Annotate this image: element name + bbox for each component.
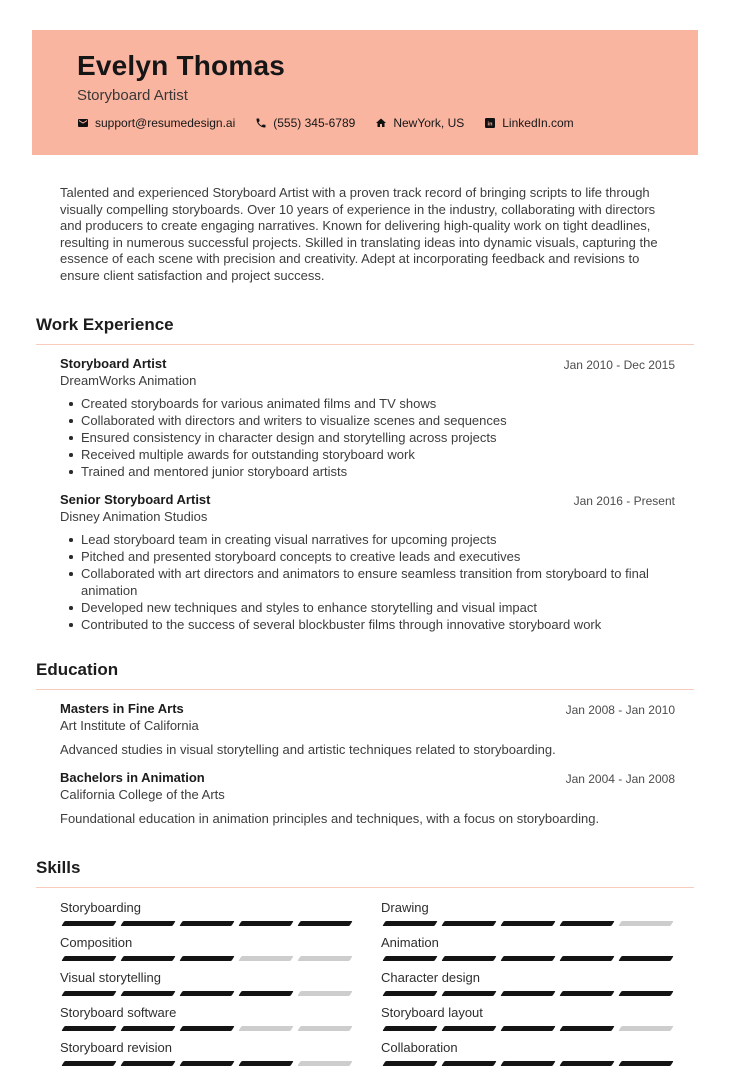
skills-heading: Skills — [36, 857, 694, 888]
work-entries — [36, 356, 694, 633]
candidate-name: Evelyn Thomas — [77, 50, 286, 81]
contact-row — [77, 116, 678, 130]
skill-bar-segment — [441, 956, 496, 961]
home-icon — [375, 117, 387, 129]
skill-item — [381, 900, 675, 926]
skill-name: Drawing — [381, 900, 429, 915]
work-entry-title-block — [60, 356, 196, 389]
skill-item — [60, 1040, 354, 1066]
linkedin-icon — [484, 117, 496, 129]
skill-bar-segment — [179, 1061, 234, 1066]
skill-bar-segment — [559, 956, 614, 961]
work-entry-header — [60, 492, 675, 525]
skill-bar — [381, 956, 675, 961]
school-name: California College of the Arts — [60, 786, 225, 802]
skill-bar-segment — [500, 1061, 555, 1066]
work-entry — [36, 492, 694, 633]
skills-column — [381, 900, 675, 1075]
skill-bar-segment — [61, 991, 116, 996]
skill-bar-segment — [297, 956, 352, 961]
skill-bar-segment — [61, 1026, 116, 1031]
skill-bar-segment — [441, 921, 496, 926]
job-bullet: Collaborated with directors and writers to visualize scenes and sequences — [81, 412, 675, 429]
section-education — [36, 659, 694, 827]
skill-bar-segment — [618, 956, 673, 961]
skill-bar-segment — [238, 1026, 293, 1031]
skill-bar-segment — [61, 1061, 116, 1066]
contact-item — [484, 116, 573, 130]
skill-bar-segment — [382, 921, 437, 926]
skill-bar-segment — [618, 991, 673, 996]
phone-icon — [255, 117, 267, 129]
skill-bar-segment — [238, 956, 293, 961]
skill-bar-segment — [382, 1026, 437, 1031]
skill-bar-segment — [179, 1026, 234, 1031]
contact-item — [375, 116, 464, 130]
contact-text: LinkedIn.com — [502, 116, 574, 130]
contact-text: NewYork, US — [393, 116, 465, 130]
section-skills — [36, 857, 694, 1075]
skill-bar — [60, 956, 354, 961]
skill-item — [60, 935, 354, 961]
skill-bar-segment — [618, 921, 673, 926]
work-experience-heading: Work Experience — [36, 314, 694, 345]
skill-bar-segment — [120, 1061, 175, 1066]
skill-bar-segment — [297, 921, 352, 926]
skill-name: Storyboard layout — [381, 1005, 483, 1020]
skill-bar — [60, 1026, 354, 1031]
job-bullet: Created storyboards for various animated films and TV shows — [81, 395, 675, 412]
skill-bar — [381, 991, 675, 996]
skill-name: Storyboarding — [60, 900, 141, 915]
education-entry — [36, 701, 694, 758]
skill-bar-segment — [238, 991, 293, 996]
skill-bar-segment — [179, 991, 234, 996]
skill-item — [60, 900, 354, 926]
skill-bar — [381, 1061, 675, 1066]
skill-item — [381, 970, 675, 996]
svg-text:in: in — [487, 121, 493, 128]
education-entry-header — [60, 701, 675, 734]
skill-bar-segment — [382, 1061, 437, 1066]
skill-bar-segment — [61, 921, 116, 926]
skill-bar-segment — [120, 956, 175, 961]
section-work-experience — [36, 314, 694, 633]
resume-page — [0, 30, 730, 1075]
skill-bar — [381, 1026, 675, 1031]
email-icon — [77, 117, 89, 129]
skill-bar-segment — [618, 1026, 673, 1031]
skill-item — [381, 1040, 675, 1066]
job-bullet: Contributed to the success of several blockbuster films through innovative storyboard work — [81, 616, 675, 633]
skills-grid — [36, 900, 694, 1075]
work-entry-title-block — [60, 492, 210, 525]
work-entry — [36, 356, 694, 480]
skill-bar-segment — [179, 921, 234, 926]
skill-bar — [60, 1061, 354, 1066]
education-entry-header — [60, 770, 675, 803]
skill-name: Composition — [60, 935, 133, 950]
contact-item — [255, 116, 355, 130]
skill-item — [381, 935, 675, 961]
education-heading: Education — [36, 659, 694, 690]
skill-item — [60, 1005, 354, 1031]
contact-text: (555) 345-6789 — [273, 116, 356, 130]
job-dates: Jan 2010 - Dec 2015 — [563, 358, 675, 372]
skill-bar — [60, 921, 354, 926]
job-bullet: Ensured consistency in character design and storytelling across projects — [81, 429, 675, 446]
education-dates: Jan 2004 - Jan 2008 — [565, 772, 675, 786]
job-company: Disney Animation Studios — [60, 508, 208, 524]
resume-header — [32, 30, 698, 155]
skill-bar-segment — [500, 1026, 555, 1031]
skill-bar-segment — [297, 1061, 352, 1066]
job-dates: Jan 2016 - Present — [573, 494, 675, 508]
skill-name: Animation — [381, 935, 439, 950]
skill-name: Collaboration — [381, 1040, 458, 1055]
skill-name: Character design — [381, 970, 480, 985]
skill-bar-segment — [297, 1026, 352, 1031]
job-bullet: Developed new techniques and styles to enhance storytelling and visual impact — [81, 599, 675, 616]
skill-bar-segment — [559, 1061, 614, 1066]
skill-name: Visual storytelling — [60, 970, 161, 985]
skill-bar-segment — [120, 921, 175, 926]
candidate-job-title: Storyboard Artist — [77, 87, 188, 104]
education-entries — [36, 701, 694, 827]
skill-bar-segment — [559, 991, 614, 996]
degree-title: Masters in Fine Arts — [60, 701, 184, 716]
job-bullet-list — [60, 395, 675, 480]
education-dates: Jan 2008 - Jan 2010 — [565, 703, 675, 717]
skill-bar-segment — [179, 956, 234, 961]
skills-column — [60, 900, 354, 1075]
skill-bar-segment — [441, 1026, 496, 1031]
job-bullet: Collaborated with art directors and animators to ensure seamless transition from storyboard to final animation — [81, 565, 675, 599]
skill-name: Storyboard revision — [60, 1040, 172, 1055]
skill-bar-segment — [618, 1061, 673, 1066]
skill-bar-segment — [441, 1061, 496, 1066]
skill-bar-segment — [441, 991, 496, 996]
skill-bar-segment — [500, 991, 555, 996]
skill-bar — [381, 921, 675, 926]
job-bullet: Pitched and presented storyboard concepts to creative leads and executives — [81, 548, 675, 565]
skill-bar-segment — [500, 921, 555, 926]
education-entry-title-block — [60, 770, 225, 803]
contact-item — [77, 116, 235, 130]
job-bullet: Lead storyboard team in creating visual narratives for upcoming projects — [81, 531, 675, 548]
skill-bar-segment — [382, 956, 437, 961]
education-entry-title-block — [60, 701, 199, 734]
job-bullet: Trained and mentored junior storyboard artists — [81, 463, 675, 480]
skill-bar-segment — [382, 991, 437, 996]
skill-bar-segment — [238, 921, 293, 926]
skill-bar-segment — [120, 1026, 175, 1031]
skill-bar-segment — [500, 956, 555, 961]
degree-title: Bachelors in Animation — [60, 770, 205, 785]
summary-text: Talented and experienced Storyboard Artist with a proven track record of bringing scripts to life through visually compelling storyboards. Over 10 years of experience in the industry, collaborating with directors and producers to create engaging narratives. Known for delivering high-quality work on tight deadlines, resulting in numerous successful projects. Skilled in translating ideas into dynamic visuals, capturing the essence of each scene with precision and creativity. Adept at incorporating feedback and revisions to ensure client satisfaction and project success. — [60, 185, 658, 283]
job-title: Senior Storyboard Artist — [60, 492, 211, 507]
skill-item — [381, 1005, 675, 1031]
job-bullet-list — [60, 531, 675, 633]
job-title: Storyboard Artist — [60, 356, 167, 371]
work-entry-header — [60, 356, 675, 389]
skill-bar-segment — [559, 1026, 614, 1031]
skill-item — [60, 970, 354, 996]
skill-bar — [60, 991, 354, 996]
skill-bar-segment — [297, 991, 352, 996]
job-bullet: Received multiple awards for outstanding storyboard work — [81, 446, 675, 463]
skill-name: Storyboard software — [60, 1005, 177, 1020]
education-entry — [36, 770, 694, 827]
education-description: Foundational education in animation principles and techniques, with a focus on storyboarding. — [60, 811, 600, 826]
job-company: DreamWorks Animation — [60, 372, 197, 388]
contact-text: support@resumedesign.ai — [95, 116, 236, 130]
skill-bar-segment — [120, 991, 175, 996]
school-name: Art Institute of California — [60, 717, 199, 733]
skill-bar-segment — [61, 956, 116, 961]
skill-bar-segment — [559, 921, 614, 926]
skill-bar-segment — [238, 1061, 293, 1066]
education-description: Advanced studies in visual storytelling and artistic techniques related to storyboarding. — [60, 742, 556, 757]
